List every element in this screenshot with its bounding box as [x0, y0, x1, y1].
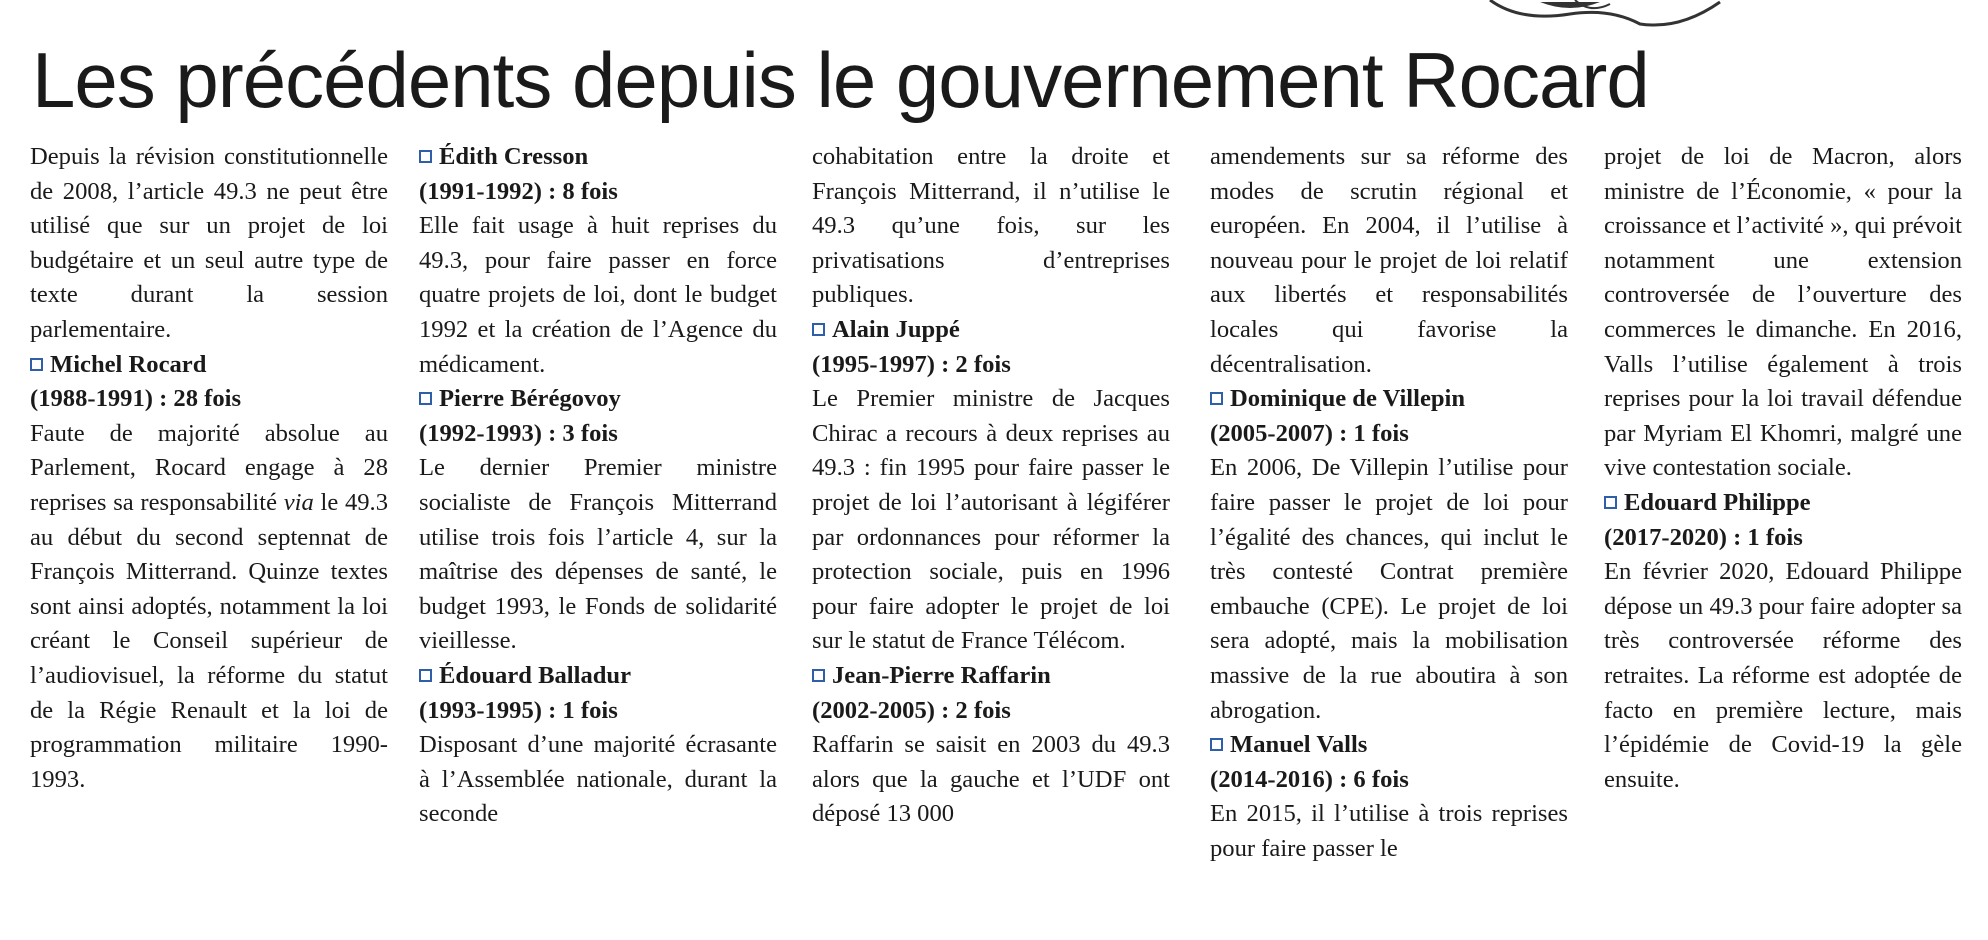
entry-text-balladur-part1: Disposant d’une majorité écrasante à l’Assemblée nationale, durant la seconde [419, 731, 777, 828]
entry-name: Édith Cresson [439, 143, 589, 170]
entry-text-valls-part1: En 2015, il l’utilise à trois reprises pour faire passer le [1210, 800, 1568, 862]
entry-text-balladur-part2: cohabitation entre la droite et François Mitterrand, il n’utilise le 49.3 qu’une fois, sur les privatisations d’entreprises publiques. [812, 143, 1170, 309]
checkbox-icon [1210, 392, 1223, 405]
entry-name: Édouard Balladur [439, 661, 632, 689]
column-2 [419, 140, 777, 832]
entry-text-cresson: Elle fait usage à huit reprises du 49.3, pour faire passer en force quatre projets de loi, dont le budget 1992 et la création de l’Agence du médicament. [419, 212, 777, 378]
entry-text-raffarin-part2: amendements sur sa réforme des modes de scrutin régional et européen. En 2004, il l’utilise à nouveau pour le projet de loi relatif aux libertés et responsabilités locales qui favorise la décentralisation. [1210, 143, 1568, 378]
entry-heading-valls [1210, 728, 1568, 797]
checkbox-icon [1210, 738, 1223, 751]
entry-heading-juppe [812, 313, 1170, 382]
entry-period: (1995-1997) : 2 fois [812, 350, 1011, 378]
article-headline: Les précédents depuis le gouvernement Rocard [32, 36, 1649, 124]
entry-period: (2017-2020) : 1 fois [1604, 523, 1803, 551]
entry-heading-rocard [30, 348, 388, 417]
entry-heading-villepin [1210, 382, 1568, 451]
checkbox-icon [812, 669, 825, 682]
entry-text-juppe: Le Premier ministre de Jacques Chirac a recours à deux reprises au 49.3 : fin 1995 pour faire passer le projet de loi l’autorisant à légiférer par ordonnances pour réformer la protection sociale, puis en 1996 pour faire adopter le projet de loi sur le statut de France Télécom. [812, 385, 1170, 655]
entry-heading-cresson [419, 140, 777, 209]
entry-name: Edouard Philippe [1624, 488, 1811, 516]
checkbox-icon [419, 392, 432, 405]
entry-text-raffarin-part1: Raffarin se saisit en 2003 du 49.3 alors que la gauche et l’UDF ont déposé 13 000 [812, 731, 1170, 828]
entry-period: (2002-2005) : 2 fois [812, 696, 1011, 724]
entry-period: (1993-1995) : 1 fois [419, 696, 618, 724]
entry-name: Manuel Valls [1230, 731, 1368, 759]
checkbox-icon [419, 150, 432, 163]
checkbox-icon [812, 323, 825, 336]
checkbox-icon [30, 358, 43, 371]
article-body [30, 140, 1965, 940]
column-4 [1210, 140, 1568, 866]
column-5 [1604, 140, 1962, 797]
entry-heading-raffarin [812, 659, 1170, 728]
entry-period: (2014-2016) : 6 fois [1210, 765, 1409, 793]
entry-text-beregovoy: Le dernier Premier ministre socialiste de François Mitterrand utilise trois fois l’article 4, sur la maîtrise des dépenses de santé, le budget 1993, le Fonds de solidarité vieillesse. [419, 454, 777, 655]
entry-heading-philippe [1604, 486, 1962, 555]
entry-name: Pierre Bérégovoy [439, 385, 621, 413]
entry-period: (1991-1992) : 8 fois [419, 177, 618, 205]
entry-heading-balladur [419, 659, 777, 728]
column-3 [812, 140, 1170, 832]
entry-name: Dominique de Villepin [1230, 385, 1466, 413]
cartoon-illustration-fragment [1480, 0, 1730, 30]
entry-name: Alain Juppé [832, 315, 960, 343]
checkbox-icon [419, 669, 432, 682]
entry-period: (1988-1991) : 28 fois [30, 385, 242, 413]
entry-heading-beregovoy [419, 382, 777, 451]
entry-text-valls-part2: projet de loi de Macron, alors ministre de l’Économie, « pour la croissance et l’activité », qui prévoit notamment une extension controversée de l’ouverture des commerces le dimanche. En 2016, Valls l’utilise également à trois reprises pour la loi travail défendue par Myriam El Khomri, malgré une vive contestation sociale. [1604, 143, 1962, 482]
intro-paragraph: Depuis la révision constitutionnelle de 2008, l’article 49.3 ne peut être utilisé que sur un projet de loi budgétaire et un seul autre type de texte durant la session parlementaire. [30, 143, 388, 343]
checkbox-icon [1604, 496, 1617, 509]
entry-text-villepin: En 2006, De Villepin l’utilise pour faire passer le projet de loi pour l’égalité des chances, qui inclut le très contesté Contrat première embauche (CPE). Le projet de loi sera adopté, mais la mobilisation massive de la rue aboutira à son abrogation. [1210, 454, 1568, 724]
entry-period: (2005-2007) : 1 fois [1210, 419, 1409, 447]
entry-name: Jean-Pierre Raffarin [832, 661, 1051, 689]
entry-text-philippe: En février 2020, Edouard Philippe dépose un 49.3 pour faire adopter sa très controversée réforme des retraites. La réforme est adoptée de facto en première lecture, mais l’épidémie de Covid-19 la gèle ensuite. [1604, 558, 1962, 793]
entry-name: Michel Rocard [50, 350, 207, 378]
entry-text-rocard: Faute de majorité absolue au Parlement, Rocard engage à 28 reprises sa responsabilité via le 49.3 au début du second septennat de François Mitterrand. Quinze textes sont ainsi adoptés, notamment la loi créant le Conseil supérieur de l’audiovisuel, la réforme du statut de la Régie Renault et la loi de programmation militaire 1990-1993. [30, 419, 389, 793]
column-1 [30, 140, 388, 797]
entry-period: (1992-1993) : 3 fois [419, 419, 618, 447]
